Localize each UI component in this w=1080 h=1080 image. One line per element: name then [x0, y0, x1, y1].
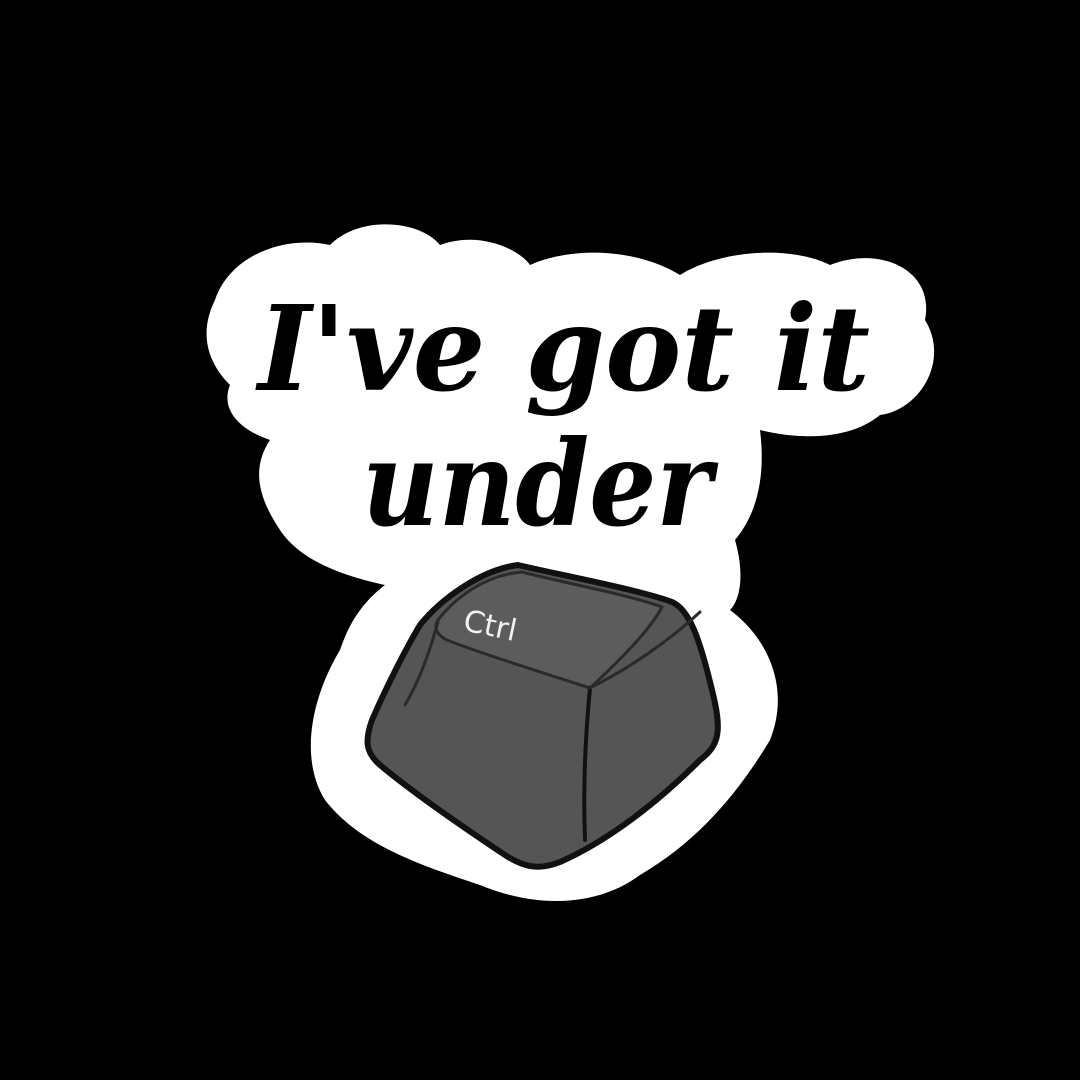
ctrl-key-label: Ctrl — [460, 603, 520, 649]
headline-line-1: I've got it — [255, 279, 870, 418]
headline-line-2: under — [362, 414, 719, 553]
